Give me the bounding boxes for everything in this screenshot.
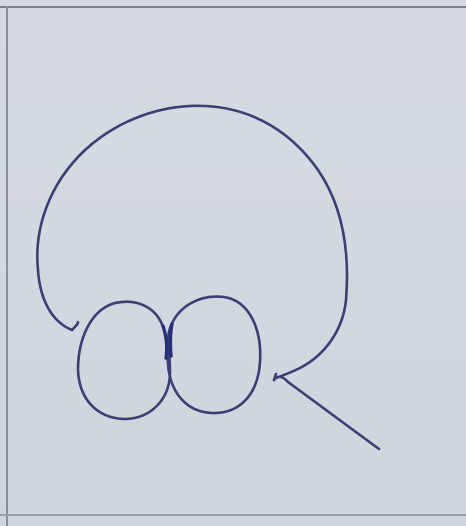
sketch-left-circle	[78, 302, 170, 419]
sketch-center-overlap-2	[170, 324, 172, 356]
sketch-tail-line	[274, 377, 379, 449]
sketch-right-circle	[167, 297, 260, 413]
sketch-center-overlap	[163, 326, 167, 358]
sketch-left-tick	[72, 322, 78, 330]
